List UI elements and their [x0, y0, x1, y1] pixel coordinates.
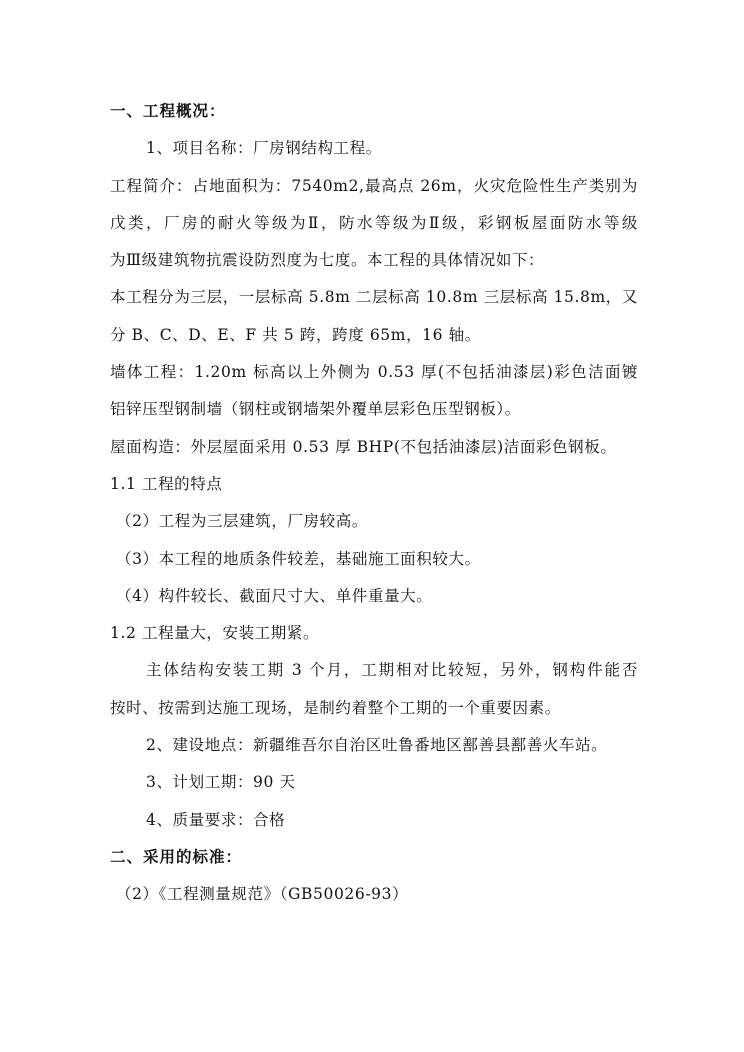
intro-line: 本工程分为三层，一层标高 5.8m 二层标高 10.8m 三层标高 15.8m，又 [110, 288, 638, 307]
quality-requirement: 4、质量要求：合格 [146, 810, 286, 829]
wall-line: 铝锌压型钢制墙（钢柱或钢墙架外覆单层彩色压型钢板）。 [110, 400, 521, 419]
intro-line: 工程简介：占地面积为：7540m2,最高点 26m，火灾危险性生产类别为 [110, 176, 638, 195]
feature-item: （3）本工程的地质条件较差，基础施工面积较大。 [116, 549, 481, 568]
construction-location: 2、建设地点：新疆维吾尔自治区吐鲁番地区鄯善县鄯善火车站。 [146, 736, 608, 755]
standard-item: （2）《工程测量规范》（GB50026-93） [116, 885, 409, 904]
schedule-heading: 1.2 工程量大，安装工期紧。 [110, 624, 320, 643]
schedule-line: 按时、按需到达施工现场，是制约着整个工期的一个重要因素。 [110, 698, 561, 717]
feature-item: （2）工程为三层建筑，厂房较高。 [116, 512, 368, 531]
document-page [110, 93, 638, 914]
section-heading-standards: 二、采用的标准： [110, 847, 243, 866]
features-heading: 1.1 工程的特点 [110, 474, 223, 493]
project-name: 1、项目名称：厂房钢结构工程。 [146, 139, 382, 158]
intro-line: 戊类，厂房的耐火等级为Ⅱ，防水等级为Ⅱ级，彩钢板屋面防水等级 [110, 213, 638, 232]
wall-line: 墙体工程：1.20m 标高以上外侧为 0.53 厚(不包括油漆层)彩色洁面镀 [110, 363, 638, 382]
intro-line: 为Ⅲ级建筑物抗震设防烈度为七度。本工程的具体情况如下： [110, 251, 545, 270]
planned-duration: 3、计划工期：90 天 [146, 773, 296, 792]
section-heading-overview: 一、工程概况： [110, 102, 226, 120]
schedule-line: 主体结构安装工期 3 个月，工期相对比较短，另外，钢构件能否 [146, 661, 638, 680]
intro-line: 分 B、C、D、E、F 共 5 跨，跨度 65m，16 轴。 [110, 325, 481, 344]
feature-item: （4）构件较长、截面尺寸大、单件重量大。 [116, 586, 433, 605]
roof-construction: 屋面构造：外层屋面采用 0.53 厚 BHP(不包括油漆层)洁面彩色钢板。 [110, 437, 617, 456]
